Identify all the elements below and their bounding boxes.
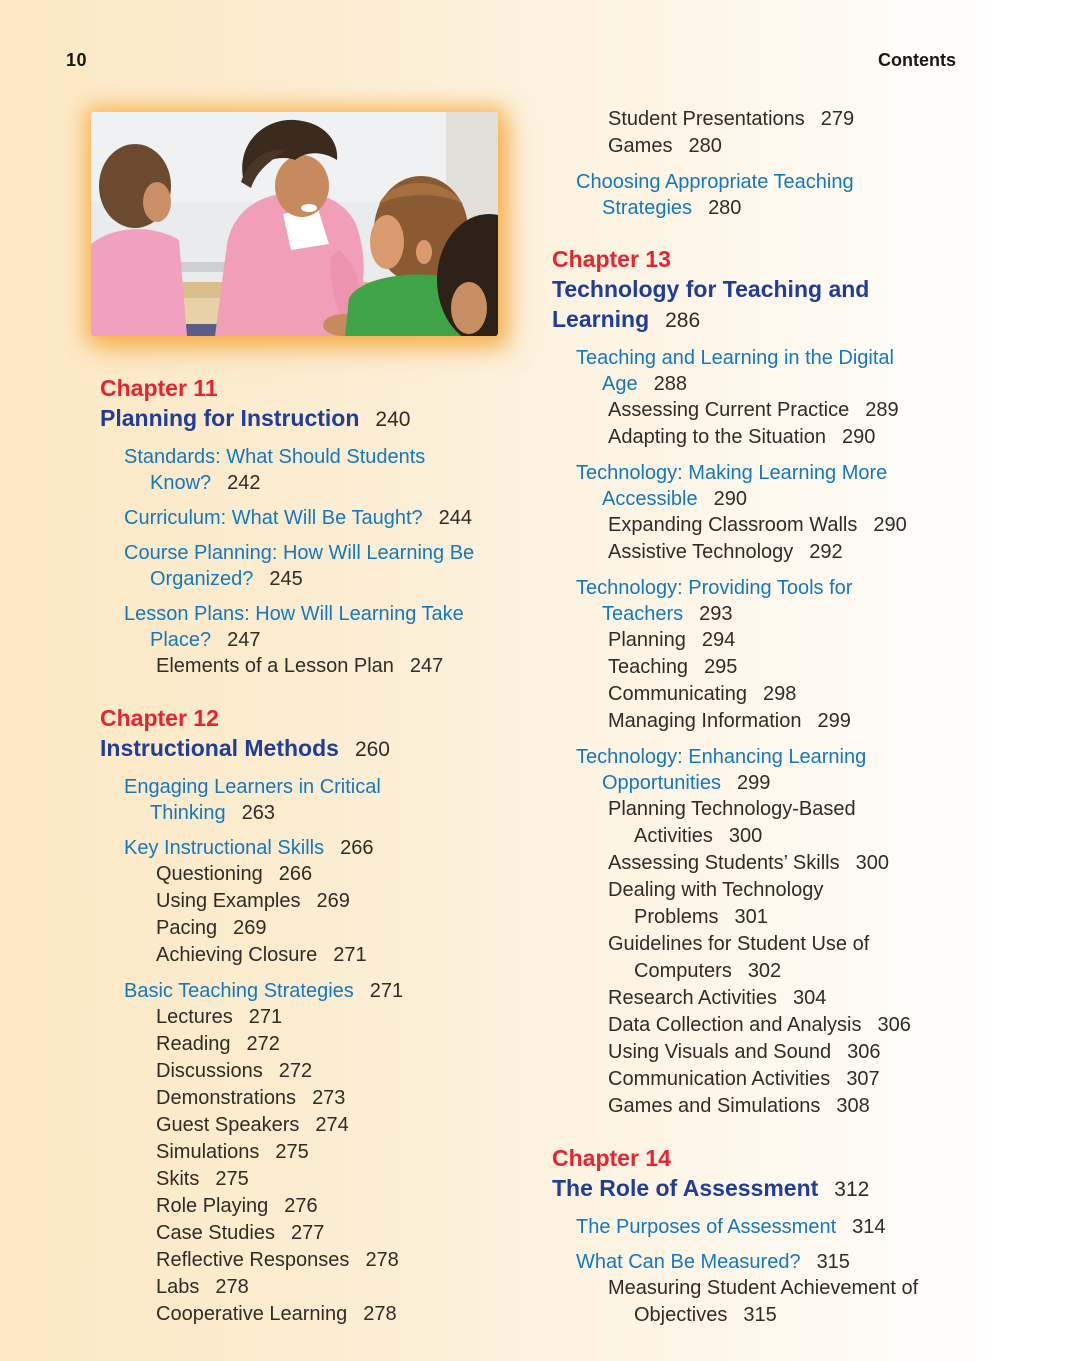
page-number: 275 (215, 1168, 249, 1190)
classroom-photo (91, 112, 498, 336)
page-number: 240 (375, 408, 411, 431)
toc-entry-text: Cooperative Learning (156, 1303, 348, 1325)
toc-section-entry (100, 774, 536, 826)
toc-chapter-entry (552, 1144, 1024, 1205)
toc-section-entry (552, 345, 1024, 397)
page-number: 275 (275, 1141, 309, 1163)
toc-subsection-entry (552, 877, 1024, 931)
toc-entry-text: Course Planning: How Will Learning Be Organized? (124, 542, 475, 590)
page-number: 301 (734, 906, 768, 928)
page-number: 247 (227, 629, 261, 651)
page-number: 299 (817, 710, 851, 732)
toc-subsection-entry (100, 1112, 536, 1139)
toc-entry-text: Assistive Technology (608, 541, 794, 563)
page-number: 280 (708, 197, 742, 219)
toc-subsection-entry (552, 397, 1024, 424)
page-number: 307 (846, 1068, 880, 1090)
page-number: 269 (233, 917, 267, 939)
toc-section-entry (552, 575, 1024, 627)
toc-subsection-entry (100, 1004, 536, 1031)
toc-entry-text: Lectures (156, 1006, 233, 1028)
page-number: 272 (278, 1060, 313, 1082)
toc-subsection-entry (100, 888, 536, 915)
classroom-photo-illustration (91, 112, 498, 336)
page-number-header: 10 (66, 50, 88, 70)
page-number: 293 (699, 603, 733, 625)
toc-chapter-entry (100, 704, 536, 765)
page-number: 244 (438, 507, 472, 529)
toc-entry-text: Choosing Appropriate Teaching Strategies (576, 171, 854, 219)
page-number: 304 (792, 987, 827, 1009)
toc-entry-text: Demonstrations (156, 1087, 297, 1109)
toc-entry-text: Managing Information (608, 710, 802, 732)
toc-entry-text: Data Collection and Analysis (608, 1014, 862, 1036)
toc-subsection-entry (100, 1247, 536, 1274)
page-number: 286 (665, 309, 701, 332)
toc-entry-text: Guidelines for Student Use of Computers (608, 933, 870, 982)
toc-entry-text: Planning for Instruction (100, 405, 360, 431)
page-number: 279 (820, 108, 855, 130)
toc-entry-text: Measuring Student Achievement of Objectives (608, 1277, 919, 1326)
toc-section-entry (552, 1214, 1024, 1240)
toc-section-entry (552, 169, 1024, 221)
toc-entry-text: Pacing (156, 917, 218, 939)
page-number: 278 (215, 1276, 249, 1298)
toc-entry-text: The Role of Assessment (552, 1175, 819, 1201)
toc-subsection-entry (552, 1039, 1024, 1066)
toc-section-entry (100, 835, 536, 861)
page-number: 300 (728, 825, 763, 847)
toc-chapter-entry (552, 245, 1024, 336)
toc-subsection-entry (100, 1139, 536, 1166)
toc-section-entry (552, 744, 1024, 796)
toc-subsection-entry (552, 1093, 1024, 1120)
toc-entry-text: Planning (608, 629, 686, 651)
chapter-title (100, 733, 536, 765)
toc-subsection-entry (100, 861, 536, 888)
toc-subsection-entry (552, 1066, 1024, 1093)
toc-section-entry (100, 505, 536, 531)
toc-section-entry (100, 444, 536, 496)
toc-subsection-entry (100, 1220, 536, 1247)
page-number: 271 (333, 944, 367, 966)
page-number: 266 (278, 863, 313, 885)
toc-entry-text: Achieving Closure (156, 944, 318, 966)
toc-section-entry (100, 978, 536, 1004)
toc-entry-text: Simulations (156, 1141, 260, 1163)
toc-subsection-entry (100, 1085, 536, 1112)
toc-entry-text: Communicating (608, 683, 747, 705)
toc-subsection-entry (100, 653, 536, 680)
toc-entry-text: Questioning (156, 863, 263, 885)
toc-entry-text: Communication Activities (608, 1068, 831, 1090)
page-number: 274 (315, 1114, 349, 1136)
page-number: 266 (340, 837, 374, 859)
page-number: 280 (688, 135, 722, 157)
page-number: 271 (369, 980, 404, 1002)
page-number: 247 (409, 655, 444, 677)
toc-entry-text: Key Instructional Skills (124, 837, 325, 859)
toc-entry-text: Using Examples (156, 890, 301, 912)
page-number: 278 (363, 1303, 397, 1325)
toc-section-entry (552, 1249, 1024, 1275)
toc-entry-text: Teaching and Learning in the Digital Age (576, 347, 894, 395)
chapter-title (552, 274, 1024, 336)
toc-entry-text: Reading (156, 1033, 231, 1055)
toc-subsection-entry (552, 850, 1024, 877)
toc-entry-text: Student Presentations (608, 108, 805, 130)
toc-entry-text: Research Activities (608, 987, 777, 1009)
toc-entry-text: Elements of a Lesson Plan (156, 655, 394, 677)
toc-section-entry (552, 460, 1024, 512)
toc-entry-text: Curriculum: What Will Be Taught? (124, 507, 423, 529)
page-number: 288 (653, 373, 687, 395)
chapter-title (552, 1173, 1024, 1205)
toc-entry-text: Case Studies (156, 1222, 275, 1244)
toc-entry-text: Games and Simulations (608, 1095, 821, 1117)
toc-entry-text: Role Playing (156, 1195, 269, 1217)
toc-entry-text: What Can Be Measured? (576, 1251, 801, 1273)
toc-entry-text: Technology: Making Learning More Accessible (576, 462, 888, 510)
toc-subsection-entry (552, 985, 1024, 1012)
toc-subsection-entry (100, 915, 536, 942)
toc-entry-text: Dealing with Technology Problems (608, 879, 824, 928)
toc-entry-text: Instructional Methods (100, 735, 339, 761)
toc-subsection-entry (100, 1193, 536, 1220)
page-number: 290 (713, 488, 747, 510)
toc-subsection-entry (552, 708, 1024, 735)
page-number: 278 (365, 1249, 399, 1271)
toc-entry-text: Basic Teaching Strategies (124, 980, 354, 1002)
chapter-title (100, 403, 536, 435)
toc-entry-text: Technology for Teaching and Learning (552, 276, 870, 332)
toc-entry-text: Discussions (156, 1060, 263, 1082)
toc-subsection-entry (100, 1058, 536, 1085)
toc-subsection-entry (552, 539, 1024, 566)
page-number: 290 (873, 514, 907, 536)
page-number: 292 (809, 541, 843, 563)
toc-entry-text: Games (608, 135, 673, 157)
page-number: 276 (284, 1195, 318, 1217)
toc-chapter-entry (100, 374, 536, 435)
page-number: 299 (736, 772, 771, 794)
page-number: 271 (248, 1006, 283, 1028)
toc-left-column (100, 374, 536, 1328)
chapter-label: Chapter 12 (100, 705, 219, 731)
page-number: 298 (762, 683, 797, 705)
toc-subsection-entry (552, 654, 1024, 681)
page-number: 315 (816, 1251, 850, 1273)
toc-entry-text: Using Visuals and Sound (608, 1041, 832, 1063)
page-number: 306 (877, 1014, 911, 1036)
toc-entry-text: Labs (156, 1276, 200, 1298)
toc-entry-text: Reflective Responses (156, 1249, 350, 1271)
toc-subsection-entry (100, 1031, 536, 1058)
toc-entry-text: Teaching (608, 656, 689, 678)
page-number: 302 (747, 960, 782, 982)
toc-entry-text: Skits (156, 1168, 200, 1190)
page-number: 272 (246, 1033, 280, 1055)
toc-entry-text: Technology: Providing Tools for Teachers (576, 577, 853, 625)
chapter-label: Chapter 14 (552, 1145, 671, 1171)
page-number: 314 (852, 1216, 886, 1238)
toc-entry-text: Adapting to the Situation (608, 426, 826, 448)
page-number: 277 (290, 1222, 325, 1244)
toc-subsection-entry (100, 942, 536, 969)
toc-entry-text: Engaging Learners in Critical Thinking (124, 776, 381, 824)
toc-subsection-entry (100, 1274, 536, 1301)
chapter-label: Chapter 13 (552, 246, 671, 272)
toc-entry-text: Assessing Current Practice (608, 399, 850, 421)
toc-subsection-entry (552, 1012, 1024, 1039)
page-number: 273 (312, 1087, 346, 1109)
page-number: 300 (855, 852, 889, 874)
toc-subsection-entry (552, 796, 1024, 850)
toc-section-entry (100, 601, 536, 653)
page-number: 315 (743, 1304, 777, 1326)
page-number: 242 (227, 472, 261, 494)
toc-entry-text: Lesson Plans: How Will Learning Take Place? (124, 603, 464, 651)
toc-subsection-entry (552, 1275, 1024, 1329)
toc-section-entry (100, 540, 536, 592)
toc-subsection-entry (552, 681, 1024, 708)
contents-header: Contents (878, 50, 956, 70)
page-number: 260 (354, 738, 390, 761)
page-number: 269 (316, 890, 350, 912)
page-number: 306 (847, 1041, 881, 1063)
page-number: 294 (701, 629, 736, 651)
toc-subsection-entry (552, 424, 1024, 451)
toc-entry-text: Assessing Students’ Skills (608, 852, 840, 874)
toc-subsection-entry (552, 512, 1024, 539)
toc-entry-text: Guest Speakers (156, 1114, 300, 1136)
page-number: 295 (704, 656, 738, 678)
page-number: 308 (836, 1095, 870, 1117)
page-number: 263 (241, 802, 275, 824)
toc-entry-text: Expanding Classroom Walls (608, 514, 858, 536)
toc-entry-text: The Purposes of Assessment (576, 1216, 837, 1238)
toc-entry-text: Planning Technology-Based Activities (608, 798, 856, 847)
toc-subsection-entry (100, 1166, 536, 1193)
page-number: 245 (269, 568, 303, 590)
toc-subsection-entry (552, 106, 1024, 133)
toc-subsection-entry (552, 627, 1024, 654)
toc-subsection-entry (552, 133, 1024, 160)
chapter-label: Chapter 11 (100, 375, 218, 401)
toc-right-column (552, 106, 1024, 1329)
toc-subsection-entry (100, 1301, 536, 1328)
toc-entry-text: Standards: What Should Students Know? (124, 446, 426, 494)
toc-subsection-entry (552, 931, 1024, 985)
page-number: 312 (834, 1178, 870, 1201)
toc-entry-text: Technology: Enhancing Learning Opportunities (576, 746, 867, 794)
page-number: 289 (865, 399, 899, 421)
page-number: 290 (841, 426, 876, 448)
